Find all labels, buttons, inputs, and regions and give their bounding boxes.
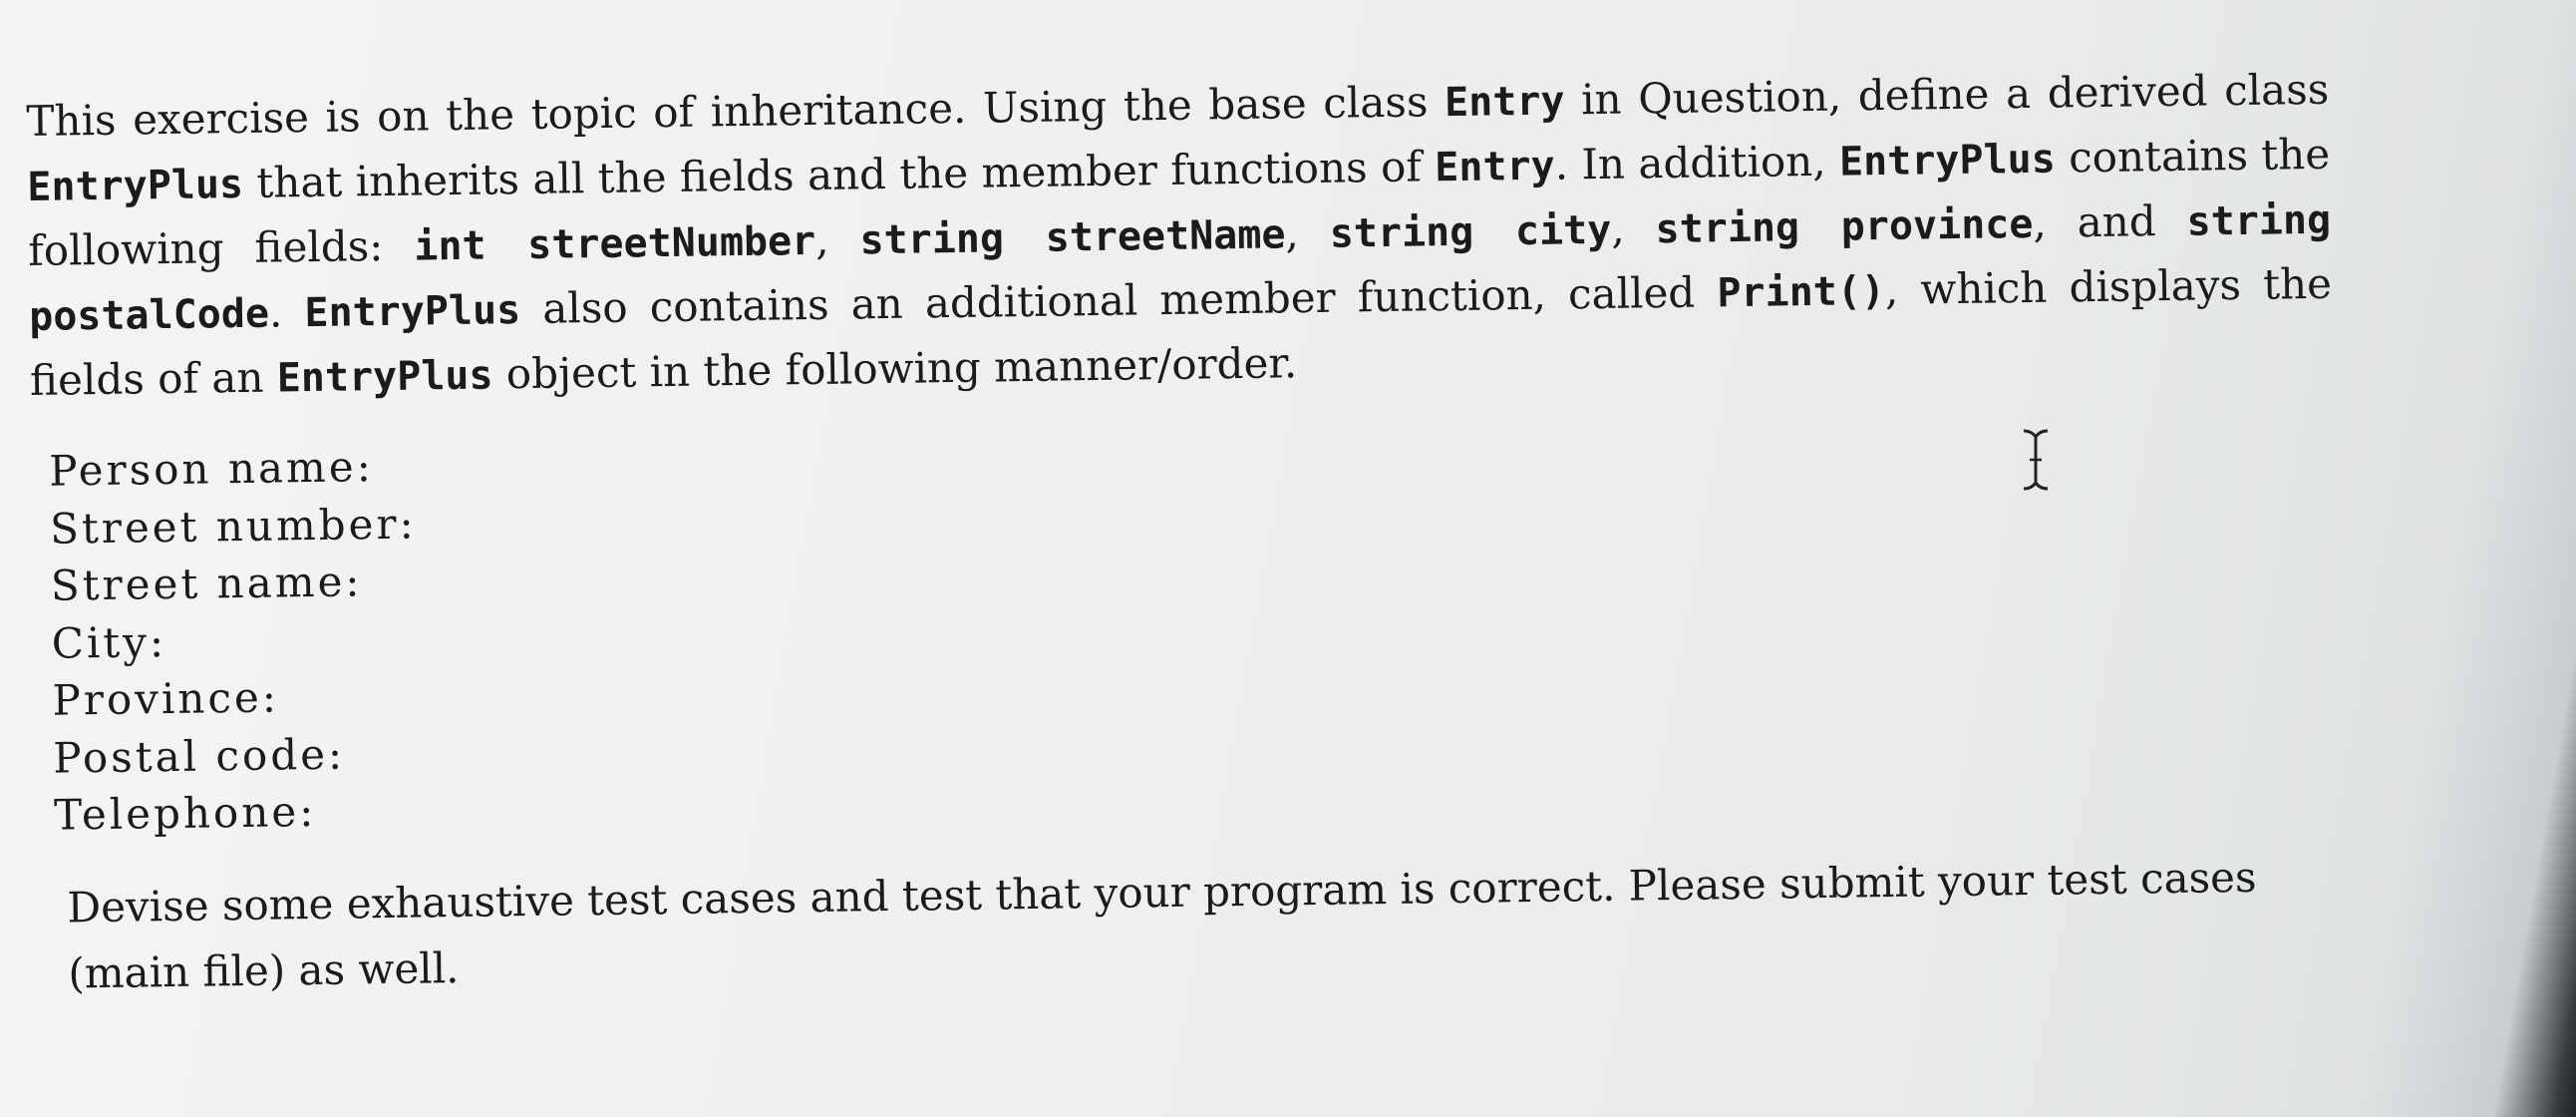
text-run: also contains an additional member function, called <box>519 267 1718 334</box>
output-field-city: City: <box>51 616 167 668</box>
exercise-text <box>26 57 2361 998</box>
output-field-street-number: Street number: <box>49 499 418 554</box>
text-run: , which displays the fields of an <box>29 258 2333 405</box>
text-cursor-icon <box>2016 427 2056 493</box>
code-entryplus: EntryPlus <box>304 287 521 337</box>
text-run: , <box>814 214 860 264</box>
test-cases-instruction: Devise some exhaustive test cases and test that your program is correct. Please submit your test cases (main file) as well. <box>67 852 2257 998</box>
code-entryplus: EntryPlus <box>1838 136 2057 186</box>
code-street-name: string streetName <box>859 211 1286 264</box>
code-entry: Entry <box>1434 143 1555 191</box>
code-entry: Entry <box>1444 78 1565 127</box>
output-field-person-name: Person name: <box>48 442 375 496</box>
text-run: , and <box>2033 195 2187 247</box>
text-run: , <box>1610 203 1656 253</box>
text-run: This exercise is on the topic of inheritance. Using the base class <box>26 77 1446 146</box>
output-field-street-name: Street name: <box>50 557 363 610</box>
text-run: object in the following manner/order. <box>492 338 1298 399</box>
exercise-description <box>26 58 2333 414</box>
code-entryplus: EntryPlus <box>27 161 244 210</box>
output-field-province: Province: <box>52 672 280 725</box>
text-run: that inherits all the fields and the member functions of <box>242 142 1436 207</box>
code-postal-code: string postalCode <box>28 196 2332 340</box>
code-street-number: int streetNumber <box>414 217 816 270</box>
output-format-list <box>49 438 421 845</box>
output-field-postal-code: Postal code: <box>53 729 346 783</box>
code-province: string province <box>1655 200 2034 253</box>
code-entryplus: EntryPlus <box>276 352 493 402</box>
text-run: in Question, define a derived class <box>1564 64 2330 125</box>
output-field-telephone: Telephone: <box>53 787 317 840</box>
text-run: , <box>1285 207 1331 258</box>
text-run: . In addition, <box>1554 136 1840 189</box>
code-print-function: Print() <box>1717 267 1886 317</box>
text-run: contains the following fields: <box>27 129 2331 275</box>
code-city: string city <box>1329 206 1612 257</box>
text-run: . <box>268 287 305 337</box>
